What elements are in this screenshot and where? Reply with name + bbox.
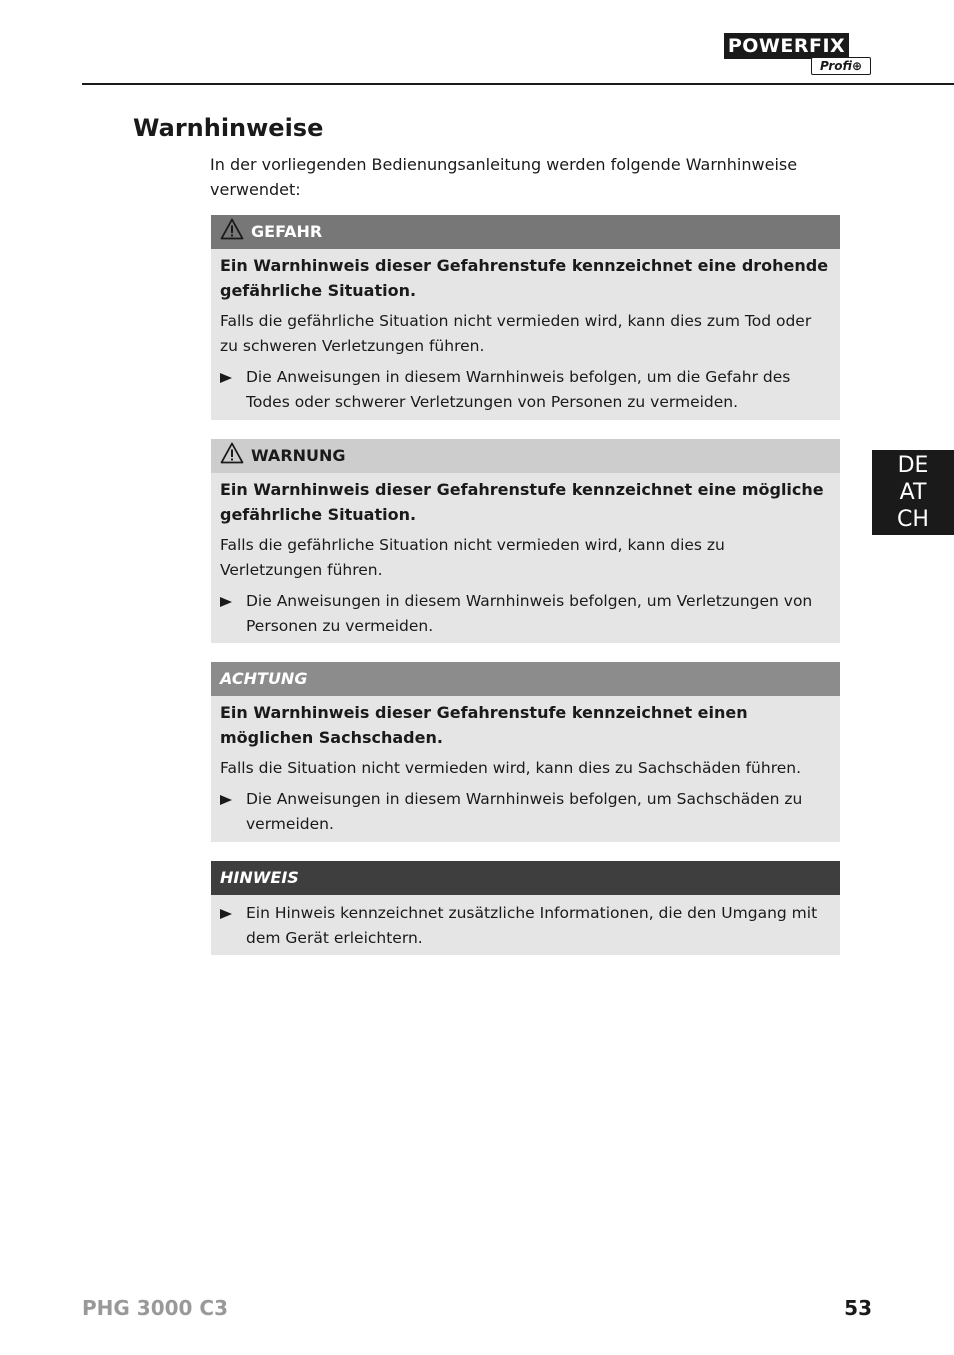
bullet-arrow-icon — [220, 909, 232, 919]
warnung-bullet-text: Die Anweisungen in diesem Warnhinweis befolgen, um Verletzungen von Personen zu vermeiden. — [246, 592, 813, 635]
gefahr-box — [211, 215, 840, 420]
achtung-bullet-text: Die Anweisungen in diesem Warnhinweis befolgen, um Sachschäden zu vermeiden. — [246, 790, 803, 833]
warnung-body — [211, 473, 840, 645]
gefahr-label: GEFAHR — [251, 222, 323, 241]
achtung-body — [211, 696, 840, 843]
hinweis-bullet — [220, 901, 831, 951]
warnung-bullet — [220, 589, 831, 639]
warnung-header — [211, 439, 840, 473]
achtung-box — [211, 662, 840, 842]
gefahr-bullet — [220, 365, 831, 415]
bullet-arrow-icon — [220, 373, 232, 383]
warnung-text: Falls die gefährliche Situation nicht vermieden wird, kann dies zu Verletzungen führen. — [220, 536, 725, 579]
page-title: Warnhinweise — [133, 114, 324, 142]
intro-text: In der vorliegenden Bedienungsanleitung werden folgende Warnhinweise verwendet: — [210, 155, 798, 199]
logo-profi-badge: Profi⊕ — [811, 57, 871, 75]
gefahr-lead: Ein Warnhinweis dieser Gefahrenstufe kennzeichnet eine drohende gefährliche Situation. — [220, 256, 829, 300]
lang-at: AT — [899, 480, 927, 505]
warnung-lead: Ein Warnhinweis dieser Gefahrenstufe kennzeichnet eine mögliche gefährliche Situation. — [220, 480, 824, 524]
warnung-box — [211, 439, 840, 643]
gefahr-header — [211, 215, 840, 249]
hinweis-body — [211, 895, 840, 957]
bullet-arrow-icon — [220, 795, 232, 805]
lang-de: DE — [897, 453, 929, 478]
achtung-bullet — [220, 787, 831, 837]
lang-ch: CH — [897, 507, 929, 532]
footer-model: PHG 3000 C3 — [82, 1296, 228, 1320]
hinweis-header — [211, 861, 840, 895]
header-rule — [82, 83, 954, 85]
page-number: 53 — [844, 1296, 872, 1320]
gefahr-body — [211, 249, 840, 421]
powerfix-logo — [724, 33, 872, 77]
achtung-text: Falls die Situation nicht vermieden wird, kann dies zu Sachschäden führen. — [220, 759, 802, 777]
language-tab — [872, 450, 954, 535]
warning-triangle-icon — [220, 218, 244, 240]
gefahr-bullet-text: Die Anweisungen in diesem Warnhinweis befolgen, um die Gefahr des Todes oder schwerer Verletzungen von Personen zu vermeiden. — [246, 368, 791, 411]
logo-wordmark: POWERFIX — [724, 33, 849, 59]
hinweis-bullet-text: Ein Hinweis kennzeichnet zusätzliche Informationen, die den Umgang mit dem Gerät erleichtern. — [246, 904, 818, 947]
hinweis-box — [211, 861, 840, 955]
achtung-header — [211, 662, 840, 696]
bullet-arrow-icon — [220, 597, 232, 607]
warnung-label: WARNUNG — [251, 446, 346, 465]
hinweis-label: HINWEIS — [220, 868, 299, 887]
warning-triangle-icon — [220, 442, 244, 464]
achtung-lead: Ein Warnhinweis dieser Gefahrenstufe kennzeichnet einen möglichen Sachschaden. — [220, 703, 748, 747]
achtung-label: ACHTUNG — [220, 669, 308, 688]
gefahr-text: Falls die gefährliche Situation nicht vermieden wird, kann dies zum Tod oder zu schweren Verletzungen führen. — [220, 312, 812, 355]
